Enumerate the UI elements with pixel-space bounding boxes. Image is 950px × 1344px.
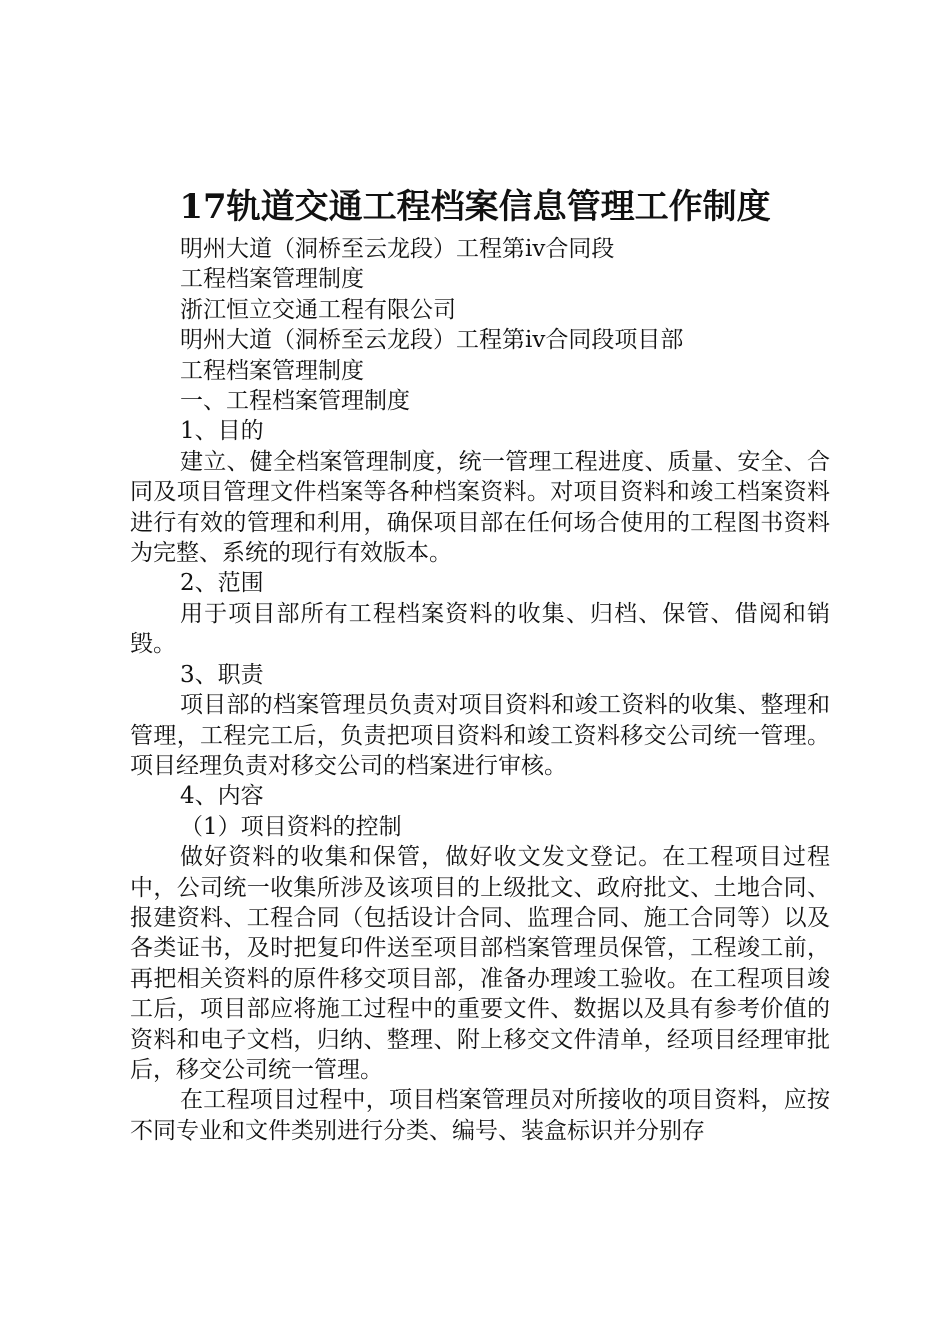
doc-subtitle-line-2: 工程档案管理制度 [180, 357, 364, 384]
doc-subtitle-line: 工程档案管理制度 [180, 266, 364, 293]
content-heading: 4、内容 [180, 783, 264, 810]
duty-heading: 3、职责 [180, 661, 264, 688]
purpose-paragraph: 建立、健全档案管理制度，统一管理工程进度、质量、安全、合同及项目管理文件档案等各种档案资料。对项目资料和竣工档案资料进行有效的管理和利用，确保项目部在任何场合使用的工程图书资料为完整、系统的现行有效版本。 [130, 448, 830, 567]
content-sub-heading: （1）项目资料的控制 [180, 813, 402, 840]
document-title: 17轨道交通工程档案信息管理工作制度 [179, 187, 771, 227]
chapter-heading: 一、工程档案管理制度 [180, 388, 410, 415]
document-body [130, 234, 830, 1146]
content-paragraph-2: 在工程项目过程中，项目档案管理员对所接收的项目资料，应按不同专业和文件类别进行分类、编号、装盒标识并分别存 [130, 1087, 830, 1144]
project-dept-line: 明州大道（洞桥至云龙段）工程第iv合同段项目部 [180, 327, 684, 354]
scope-paragraph: 用于项目部所有工程档案资料的收集、归档、保管、借阅和销毁。 [130, 600, 830, 658]
scope-heading: 2、范围 [180, 570, 264, 597]
content-paragraph-1: 做好资料的收集和保管，做好收文发文登记。在工程项目过程中，公司统一收集所涉及该项目的上级批文、政府批文、土地合同、报建资料、工程合同（包括设计合同、监理合同、施工合同等）以及各类证书，及时把复印件送至项目部档案管理员保管，工程竣工前，再把相关资料的原件移交项目部，准备办理竣工验收。在工程项目竣工后，项目部应将施工过程中的重要文件、数据以及具有参考价值的资料和电子文档，归纳、整理、附上移交文件清单，经项目经理审批后，移交公司统一管理。 [130, 844, 830, 1083]
duty-paragraph: 项目部的档案管理员负责对项目资料和竣工资料的收集、整理和管理，工程完工后，负责把项目资料和竣工资料移交公司统一管理。项目经理负责对移交公司的档案进行审核。 [130, 692, 830, 779]
project-name-line: 明州大道（洞桥至云龙段）工程第iv合同段 [180, 236, 615, 262]
purpose-heading: 1、目的 [180, 418, 264, 445]
company-name-line: 浙江恒立交通工程有限公司 [180, 296, 456, 323]
